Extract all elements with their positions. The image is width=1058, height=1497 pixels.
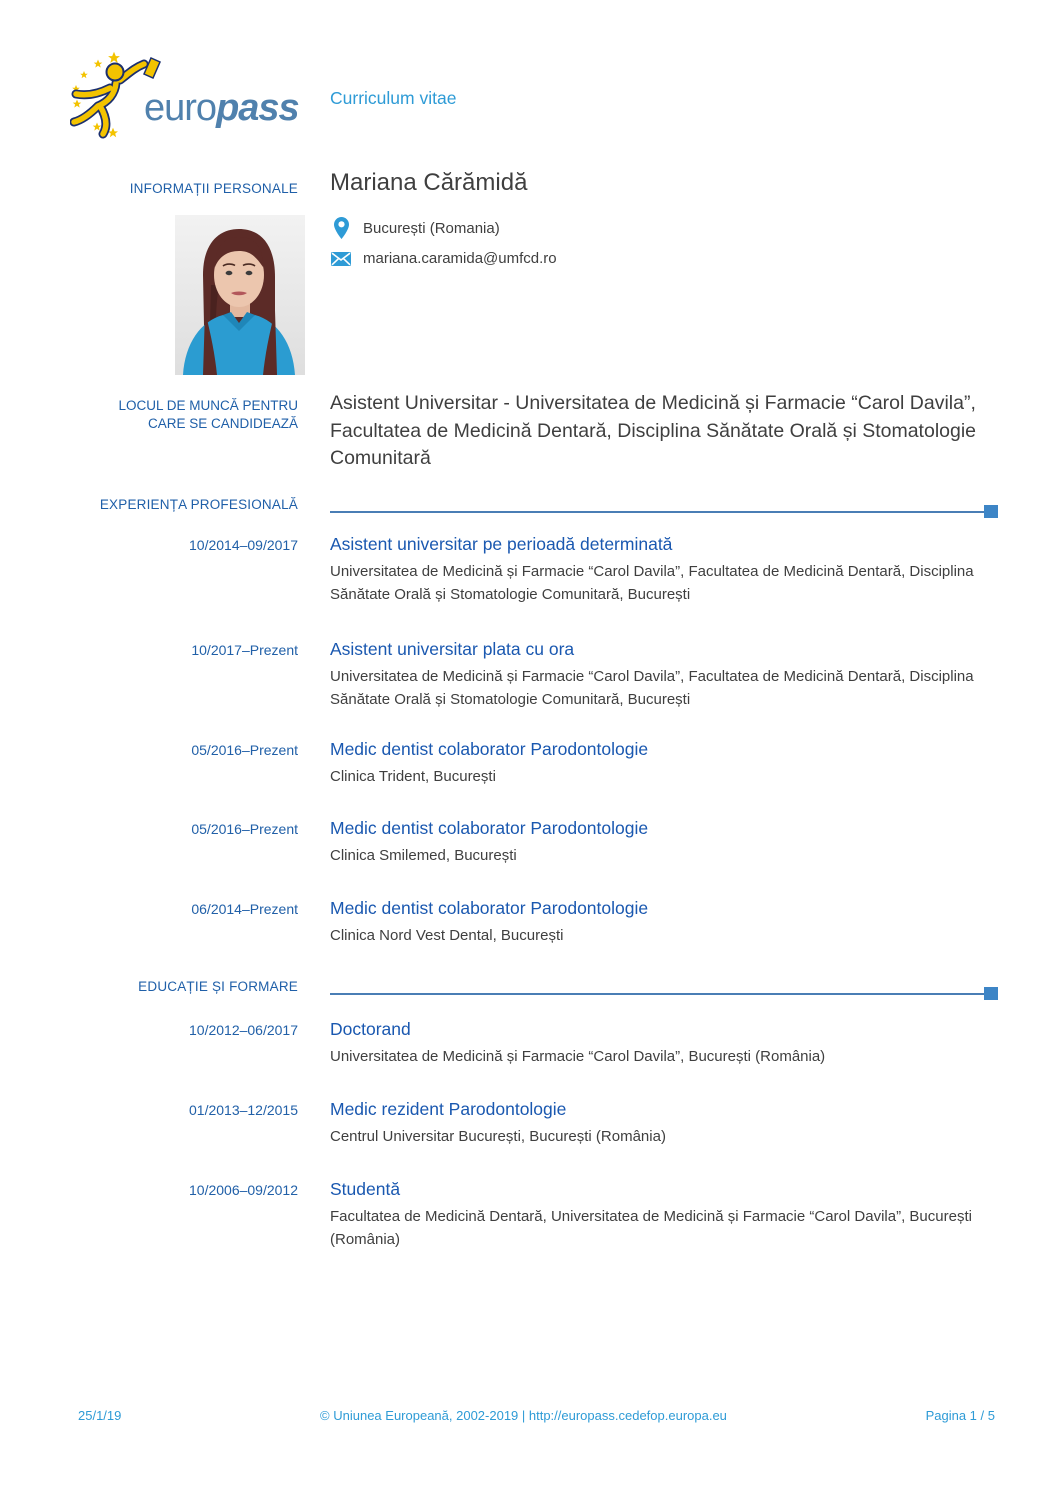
entry-organization: Clinica Trident, București (330, 768, 496, 785)
contact-list (330, 217, 557, 278)
email-text: mariana.caramida@umfcd.ro (363, 250, 557, 267)
profile-photo (175, 215, 305, 375)
envelope-icon (330, 252, 352, 266)
location-text: București (Romania) (363, 219, 500, 237)
entry-title: Asistent universitar plata cu ora (330, 639, 575, 659)
entry-title: Medic rezident Parodontologie (330, 1099, 567, 1119)
personal-info-section-label: INFORMAȚII PERSONALE (129, 181, 298, 196)
page-footer (78, 1408, 995, 1423)
experience-entry (0, 739, 998, 789)
europass-logo-icon (70, 48, 315, 140)
document-type-label: Curriculum vitae (330, 88, 457, 108)
entry-organization: Clinica Nord Vest Dental, București (330, 927, 564, 944)
entry-date: 10/2014–09/2017 (189, 537, 298, 553)
entry-organization: Universitatea de Medicină și Farmacie “Carol Davila”, Facultatea de Medicină Dentară, Disciplina Sănătate Orală și Stomatologie Comunitară, București (330, 668, 974, 708)
experience-entry (0, 818, 998, 868)
experience-entry (0, 639, 998, 711)
wordmark-pass: pass (216, 87, 299, 129)
entry-date: 10/2006–09/2012 (189, 1182, 298, 1198)
experience-entry (0, 898, 998, 948)
entry-date: 10/2017–Prezent (191, 642, 298, 658)
entry-date: 01/2013–12/2015 (189, 1102, 298, 1118)
education-section-label: EDUCAȚIE ȘI FORMARE (138, 979, 298, 994)
experience-section-rule (330, 511, 986, 513)
map-pin-icon (330, 217, 352, 239)
applying-for-text: Asistent Universitar - Universitatea de Medicină și Farmacie “Carol Davila”, Facultatea de Medicină Dentară, Disciplina Sănătate Orală și Stomatologie Comunitară (330, 392, 977, 470)
applying-label-line1: LOCUL DE MUNCĂ PENTRU (118, 398, 298, 413)
entry-organization: Centrul Universitar București, București (România) (330, 1128, 666, 1145)
education-entry (0, 1099, 998, 1149)
education-entry (0, 1179, 998, 1251)
entry-date: 05/2016–Prezent (191, 821, 298, 837)
experience-section-square (984, 505, 998, 518)
entry-title: Medic dentist colaborator Parodontologie (330, 739, 649, 759)
entry-organization: Clinica Smilemed, București (330, 847, 517, 864)
footer-date: 25/1/19 (78, 1408, 122, 1423)
applying-label-line2: CARE SE CANDIDEAZĂ (147, 415, 298, 431)
education-section-square (984, 987, 998, 1000)
email-row (330, 250, 557, 267)
entry-organization: Facultatea de Medicină Dentară, Universitatea de Medicină și Farmacie “Carol Davila”, București (România) (330, 1208, 972, 1248)
wordmark-euro: euro (144, 87, 217, 129)
entry-date: 10/2012–06/2017 (189, 1022, 298, 1038)
entry-title: Medic dentist colaborator Parodontologie (330, 818, 649, 838)
experience-entry (0, 534, 998, 606)
applying-for-section-label (0, 397, 298, 433)
entry-organization: Universitatea de Medicină și Farmacie “Carol Davila”, Facultatea de Medicină Dentară, Disciplina Sănătate Orală și Stomatologie Comunitară, București (330, 563, 974, 603)
experience-section-label: EXPERIENȚA PROFESIONALĂ (99, 497, 298, 512)
person-name: Mariana Cărămidă (330, 169, 528, 196)
entry-date: 05/2016–Prezent (191, 742, 298, 758)
footer-page-number: Pagina 1 / 5 (925, 1408, 995, 1423)
entry-title: Doctorand (330, 1019, 411, 1039)
logo-wordmark (144, 87, 299, 129)
education-section-rule (330, 993, 986, 995)
footer-copyright: © Uniunea Europeană, 2002-2019 | http://europass.cedefop.europa.eu (320, 1408, 727, 1423)
entry-title: Asistent universitar pe perioadă determinată (330, 534, 673, 554)
entry-title: Studentă (330, 1179, 401, 1199)
entry-title: Medic dentist colaborator Parodontologie (330, 898, 649, 918)
education-entry (0, 1019, 998, 1069)
entry-date: 06/2014–Prezent (191, 901, 298, 917)
entry-organization: Universitatea de Medicină și Farmacie “Carol Davila”, București (România) (330, 1048, 826, 1065)
location-row (330, 217, 557, 239)
